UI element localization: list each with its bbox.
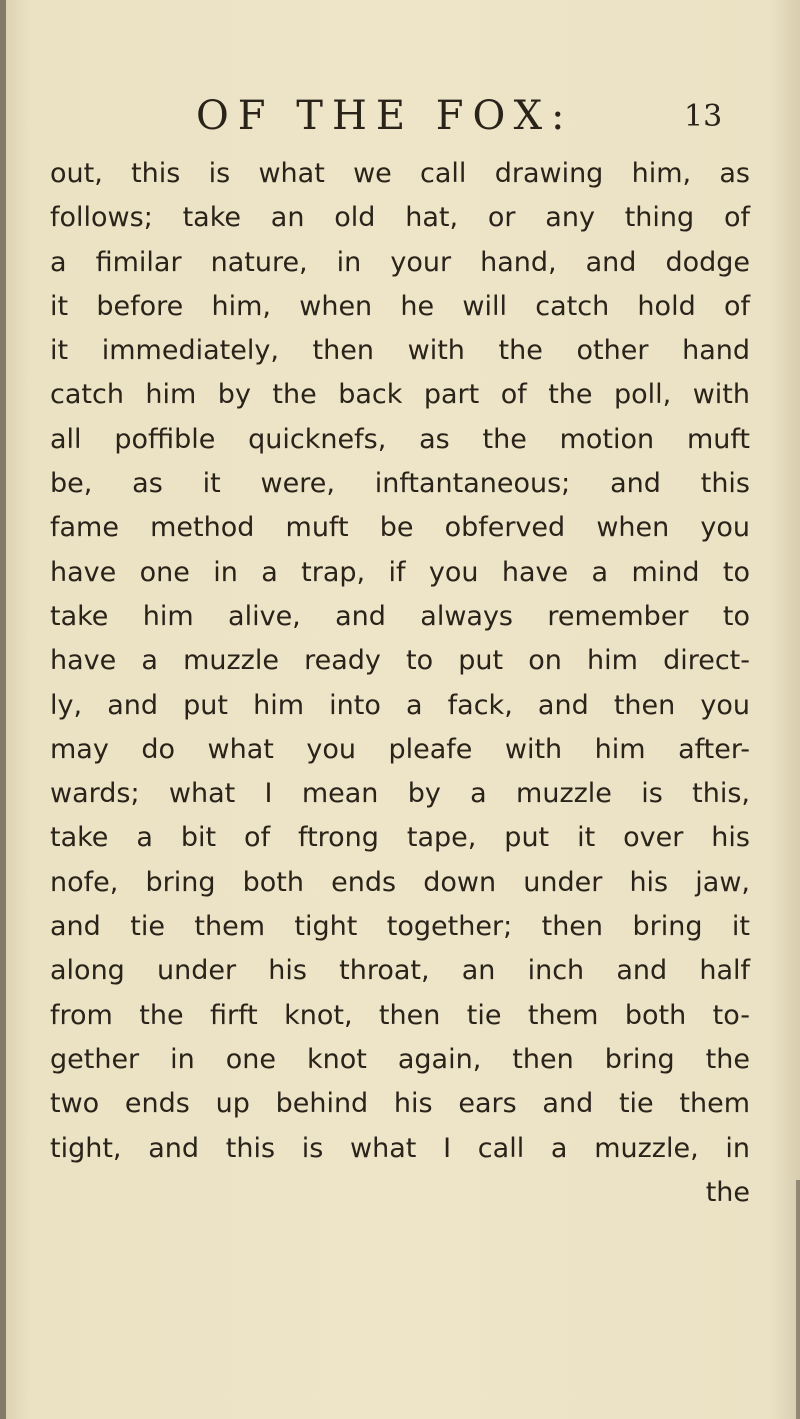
text-line: a fimilar nature, in your hand, and dodge: [50, 246, 750, 278]
text-line: out, this is what we call drawing him, as: [50, 158, 750, 189]
text-line: all poffible quicknefs, as the motion muft: [50, 423, 750, 455]
text-line: tight, and this is what I call a muzzle, in: [50, 1132, 750, 1164]
text-line: two ends up behind his ears and tie them: [50, 1088, 750, 1120]
body-text: [50, 152, 750, 1215]
text-line: and tie them tight together; then bring it: [50, 911, 750, 943]
text-line: may do what you pleafe with him after-: [50, 733, 750, 765]
text-line: wards; what I mean by a muzzle is this,: [50, 778, 750, 810]
text-line: be, as it were, inftantaneous; and this: [50, 468, 750, 500]
catchword: the: [705, 1176, 750, 1208]
text-line: have one in a trap, if you have a mind to: [50, 556, 750, 588]
text-line: take him alive, and always remember to: [50, 600, 750, 632]
text-line: follows; take an old hat, or any thing of: [50, 202, 750, 234]
text-line: nofe, bring both ends down under his jaw,: [50, 866, 750, 898]
page-number: 13: [684, 99, 723, 134]
page-edge-shadow: [796, 1180, 800, 1419]
text-line: it before him, when he will catch hold of: [50, 290, 750, 322]
text-line: take a bit of ftrong tape, put it over his: [50, 822, 750, 854]
text-line: ly, and put him into a fack, and then you: [50, 689, 750, 721]
text-line: gether in one knot again, then bring the: [50, 1043, 750, 1075]
text-line: along under his throat, an inch and half: [50, 955, 750, 987]
running-head: OF THE FOX:: [196, 93, 574, 139]
text-line: have a muzzle ready to put on him direct-: [50, 645, 750, 677]
page-header: [0, 93, 800, 143]
text-line: it immediately, then with the other hand: [50, 335, 750, 367]
text-line: catch him by the back part of the poll, with: [50, 379, 750, 411]
page-binding-shadow: [0, 0, 6, 1419]
text-line: fame method muft be obferved when you: [50, 512, 750, 544]
text-line: from the firft knot, then tie them both to-: [50, 999, 750, 1031]
